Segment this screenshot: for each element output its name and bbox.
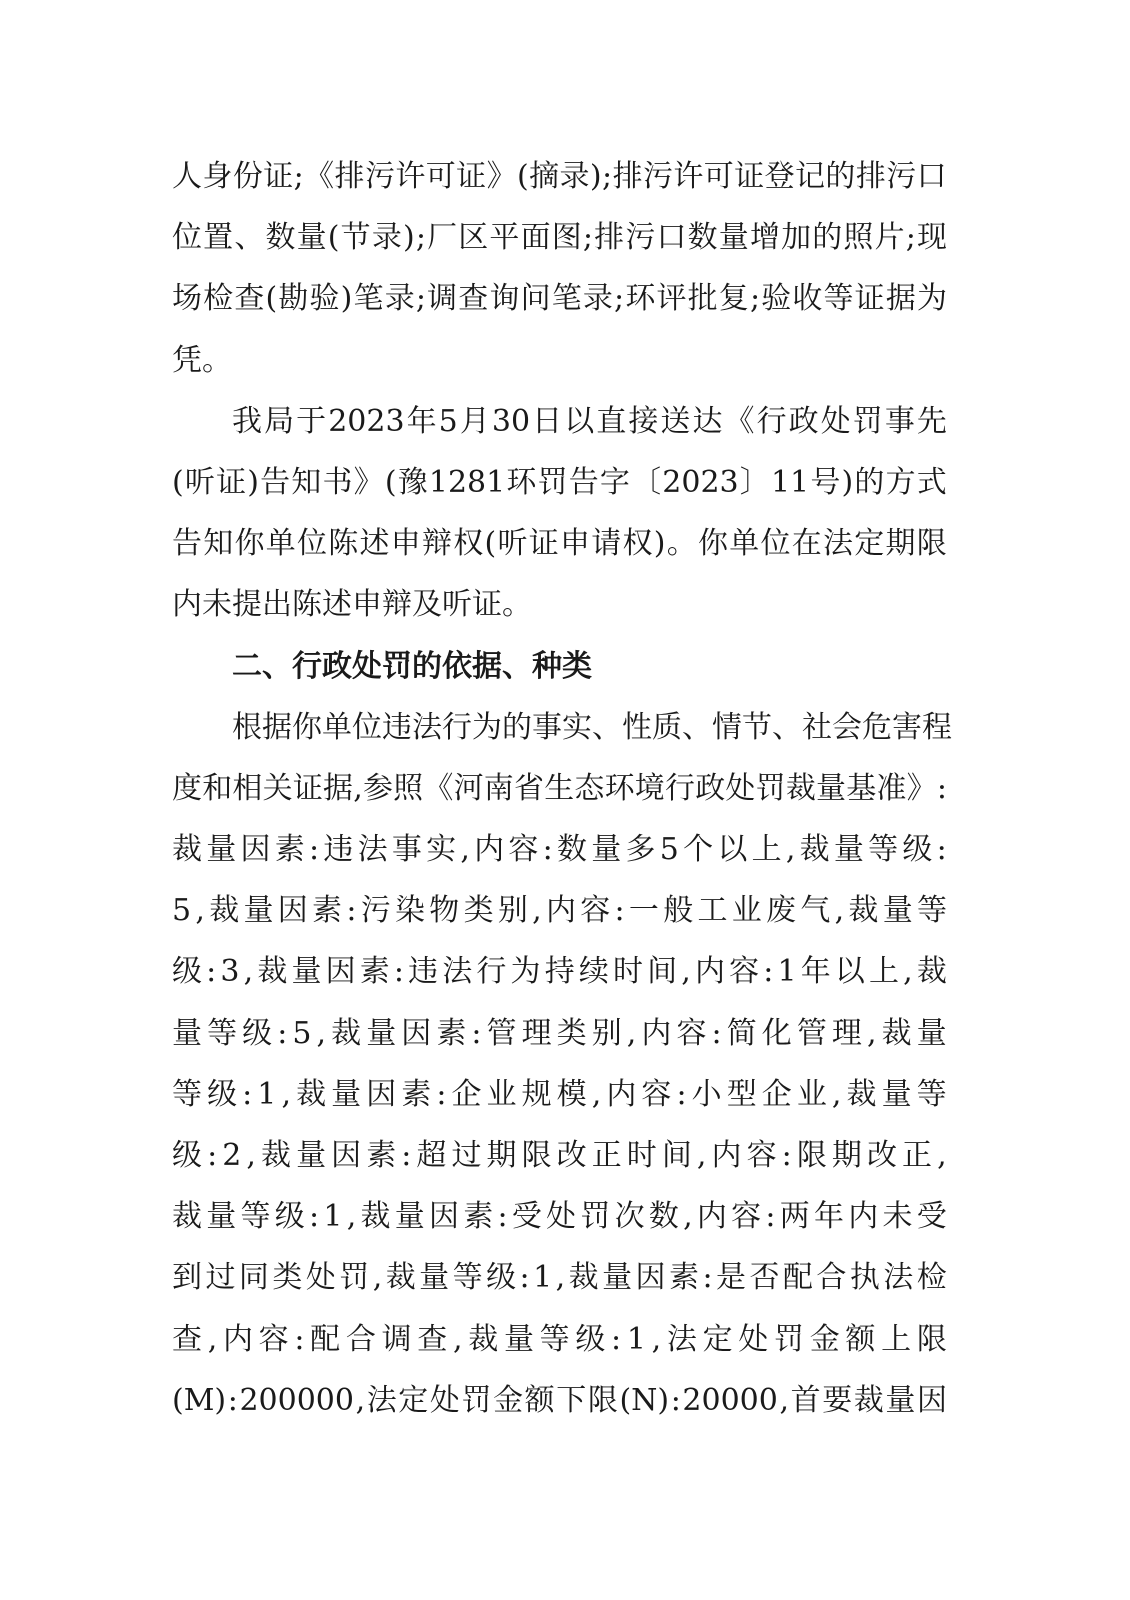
text-line: ( 听 证 ) 告 知 书 》 ( 豫 1281 环 罚 告 字 〔 2023 〕 11 号 ) 的 方 式 [172, 464, 947, 500]
text-line: 裁 量 因 素 : 违 法 事 实 , 内 容 : 数 量 多 5 个 以 上 , 裁 量 等 级 : [172, 832, 947, 868]
text-line: 告 知 你 单 位 陈 述 申 辩 权 ( 听 证 申 请 权 ) 。 你 单 位 在 法 定 期 限 [172, 526, 947, 562]
text-line: 5 , 裁 量 因 素 : 污 染 物 类 别 , 内 容 : 一 般 工 业 废 气 , 裁 量 等 [172, 893, 947, 929]
text-line: 到 过 同 类 处 罚 , 裁 量 等 级 : 1 , 裁 量 因 素 : 是 否 配 合 执 法 检 [172, 1260, 947, 1296]
text-line: 场 检 查 ( 勘 验 ) 笔 录 ; 调 查 询 问 笔 录 ; 环 评 批 复 ; 验 收 等 证 据 为 [172, 281, 947, 317]
text-line: 根 据 你 单 位 违 法 行 为 的 事 实 、 性 质 、 情 节 、 社 会 危 害 程 [232, 709, 952, 745]
text-line: 裁 量 等 级 : 1 , 裁 量 因 素 : 受 处 罚 次 数 , 内 容 : 两 年 内 未 受 [172, 1199, 947, 1235]
text-line: 量 等 级 : 5 , 裁 量 因 素 : 管 理 类 别 , 内 容 : 简 化 管 理 , 裁 量 [172, 1015, 947, 1051]
text-line: 等 级 : 1 , 裁 量 因 素 : 企 业 规 模 , 内 容 : 小 型 企 业 , 裁 量 等 [172, 1076, 947, 1112]
text-line: (M) : 200000 , 法 定 处 罚 金 额 下 限 (N) : 20000 , 首 要 裁 量 因 [172, 1382, 947, 1418]
text-line: 人 身 份 证 ; 《 排 污 许 可 证 》 ( 摘 录 ) ; 排 污 许 可 证 登 记 的 排 污 口 [172, 159, 947, 194]
text-line: 内未提出陈述申辩及听证。 [172, 587, 532, 623]
text-line: 查 , 内 容 : 配 合 调 查 , 裁 量 等 级 : 1 , 法 定 处 罚 金 额 上 限 [172, 1321, 947, 1357]
text-line: 度 和 相 关 证 据 , 参 照 《 河 南 省 生 态 环 境 行 政 处 罚 裁 量 基 准 》 : [172, 770, 947, 806]
text-line: 我 局 于 2023 年 5 月 30 日 以 直 接 送 达 《 行 政 处 罚 事 先 [232, 403, 947, 439]
text-line: 级 : 3 , 裁 量 因 素 : 违 法 行 为 持 续 时 间 , 内 容 : 1 年 以 上 , 裁 [172, 954, 947, 990]
text-line: 凭。 [172, 342, 232, 378]
document-body [172, 146, 952, 1431]
text-line: 级 : 2 , 裁 量 因 素 : 超 过 期 限 改 正 时 间 , 内 容 : 限 期 改 正 , [172, 1138, 947, 1173]
text-line: 位 置 、 数 量 ( 节 录 ) ; 厂 区 平 面 图 ; 排 污 口 数 量 增 加 的 照 片 ; 现 [172, 220, 947, 256]
section-heading: 二、行政处罚的依据、种类 [232, 648, 592, 684]
